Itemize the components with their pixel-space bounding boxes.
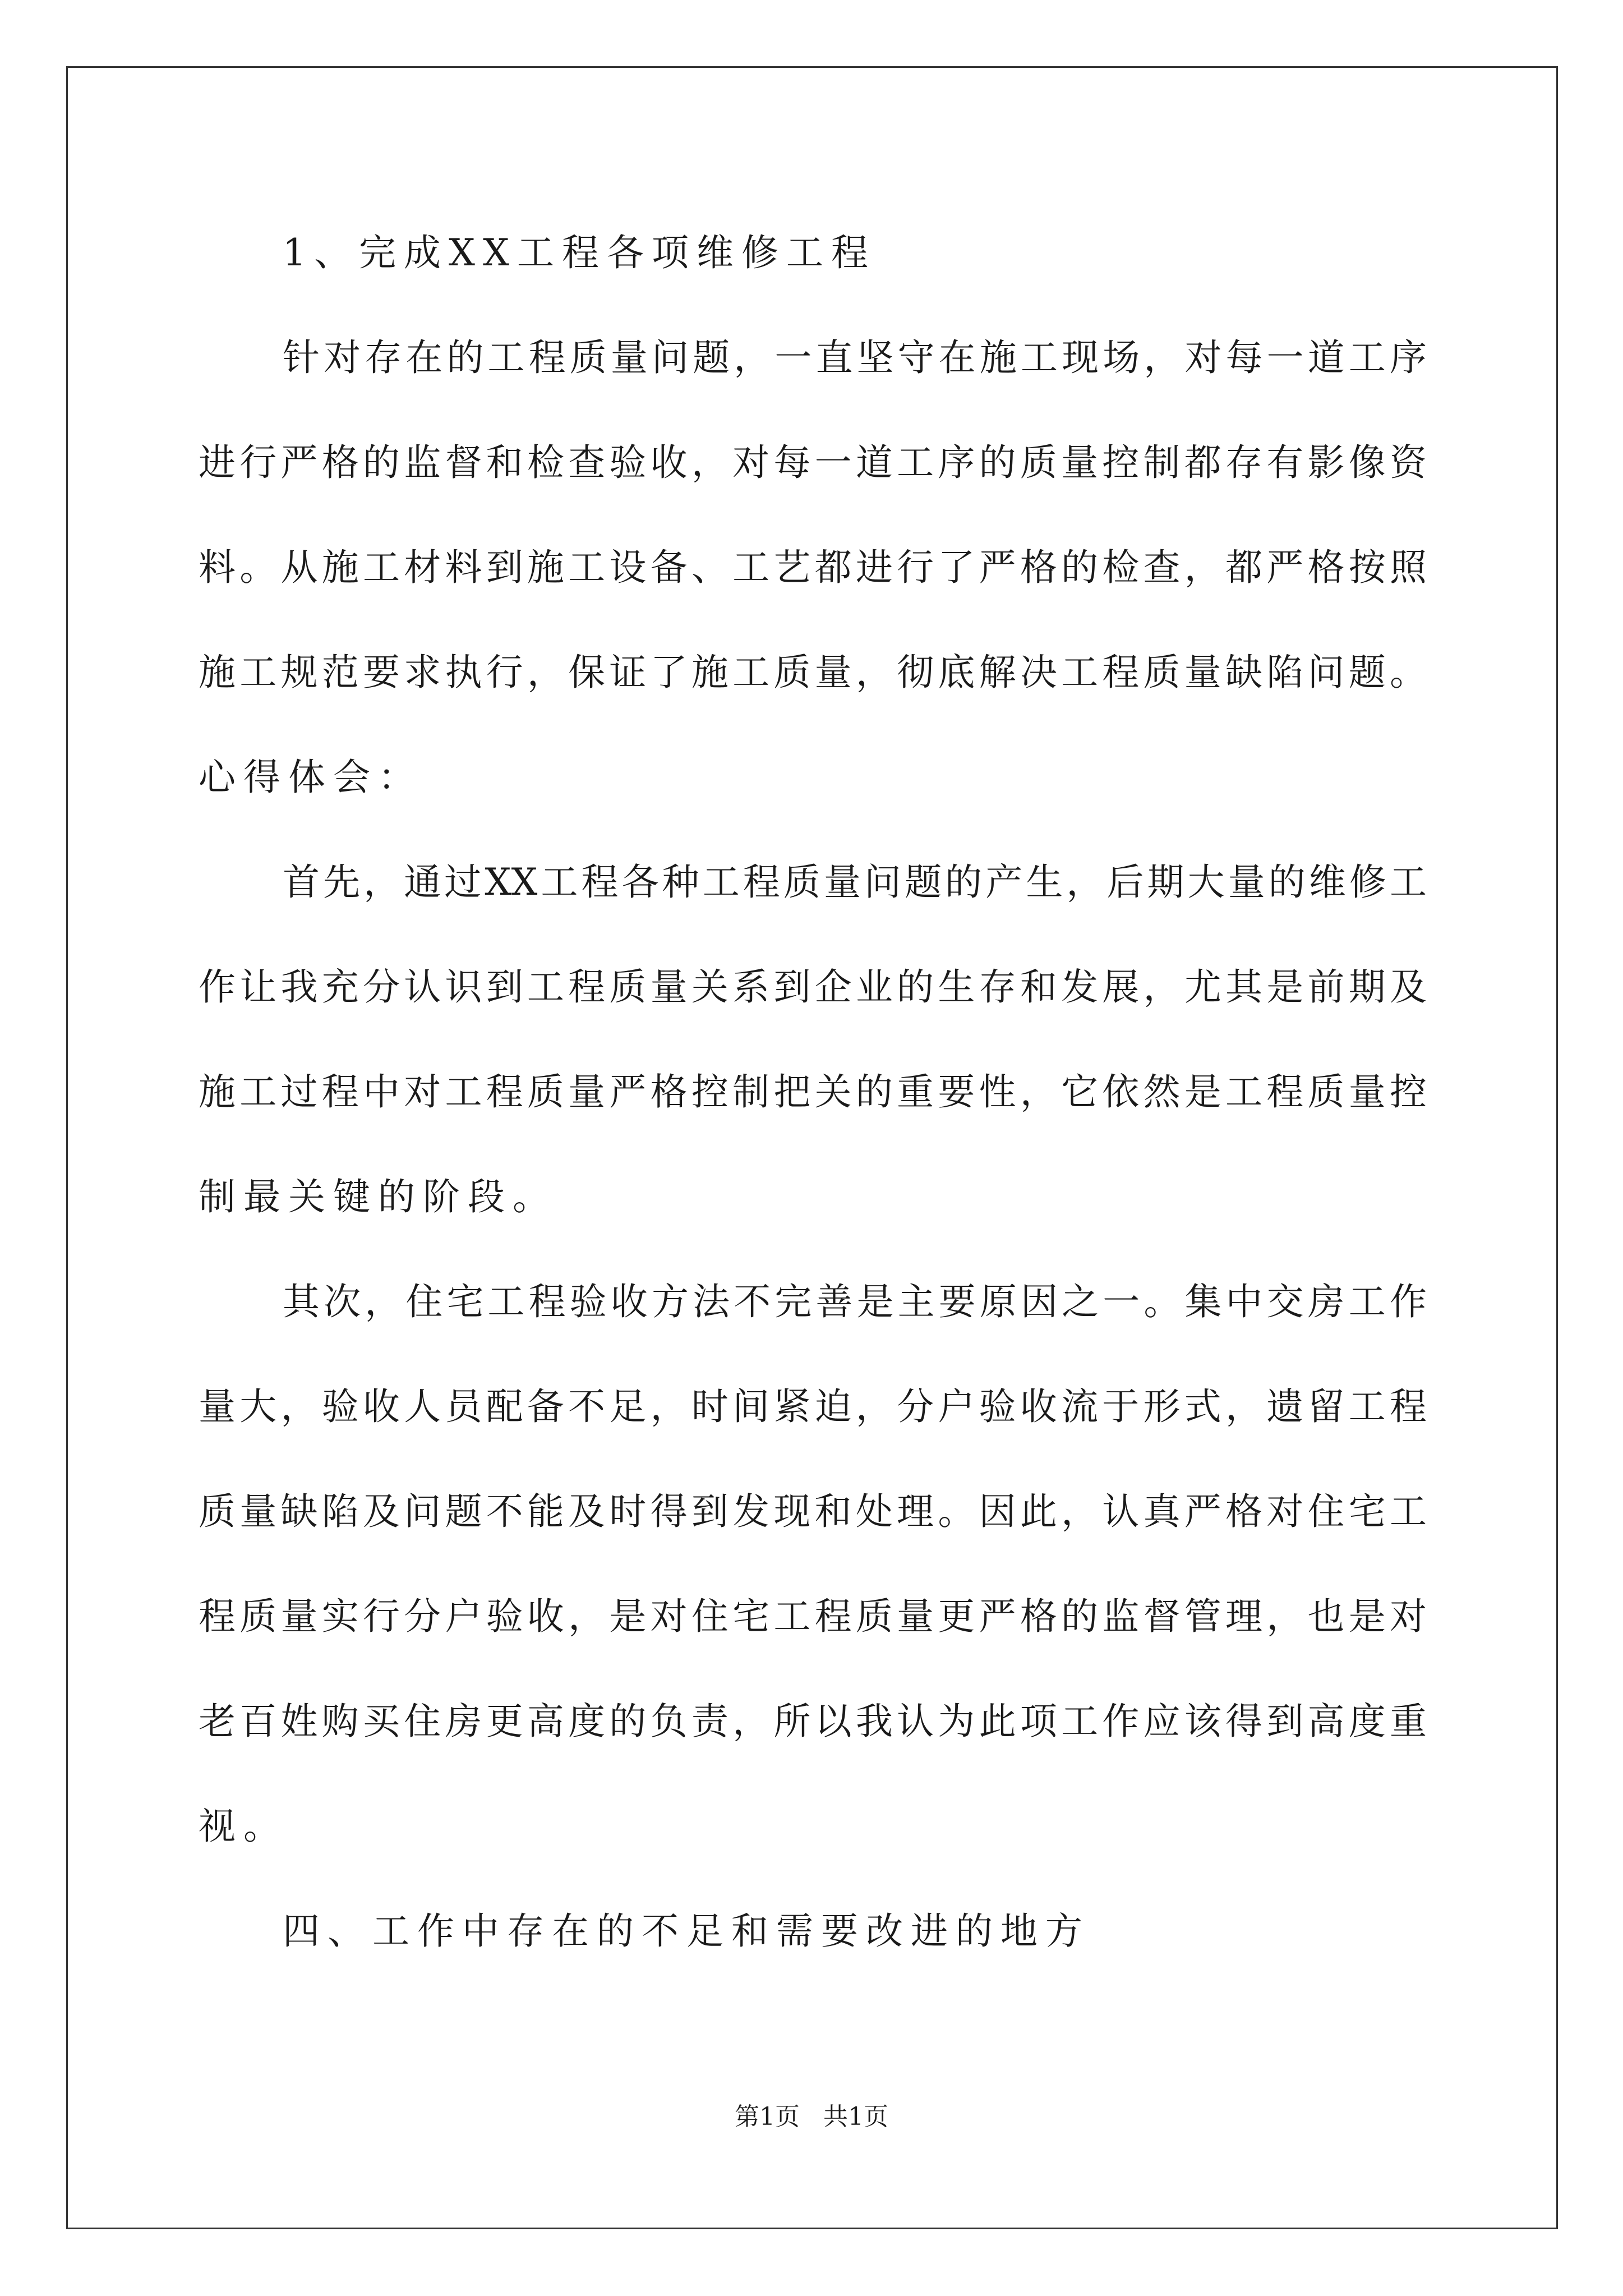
paragraph-line: 料。从施工材料到施工设备、工艺都进行了严格的检查，都严格按照 bbox=[199, 546, 1427, 589]
paragraph-line: 首先，通过XX工程各种工程质量问题的产生，后期大量的维修工 bbox=[283, 861, 1427, 904]
paragraph-line: 视。 bbox=[199, 1805, 288, 1848]
page-footer bbox=[0, 2102, 1623, 2131]
paragraph-line: 量大，验收人员配备不足，时间紧迫，分户验收流于形式，遗留工程 bbox=[199, 1385, 1427, 1428]
paragraph-line: 老百姓购买住房更高度的负责，所以我认为此项工作应该得到高度重 bbox=[199, 1700, 1427, 1743]
paragraph-line: 作让我充分认识到工程质量关系到企业的生存和发展，尤其是前期及 bbox=[199, 965, 1427, 1009]
paragraph-line: 其次，住宅工程验收方法不完善是主要原因之一。集中交房工作 bbox=[283, 1280, 1427, 1323]
subheading: 心得体会： bbox=[199, 756, 423, 799]
paragraph-line: 制最关键的阶段。 bbox=[199, 1175, 557, 1218]
paragraph-line: 程质量实行分户验收，是对住宅工程质量更严格的监督管理，也是对 bbox=[199, 1595, 1427, 1638]
paragraph-line: 施工过程中对工程质量严格控制把关的重要性，它依然是工程质量控 bbox=[199, 1070, 1427, 1114]
section-heading: 1、完成XX工程各项维修工程 bbox=[283, 231, 876, 274]
paragraph-line: 施工规范要求执行，保证了施工质量，彻底解决工程质量缺陷问题。 bbox=[199, 651, 1427, 694]
page-number: 第1页 bbox=[735, 2102, 800, 2131]
paragraph-line: 针对存在的工程质量问题，一直坚守在施工现场，对每一道工序 bbox=[283, 336, 1427, 379]
paragraph-line: 进行严格的监督和检查验收，对每一道工序的质量控制都存有影像资 bbox=[199, 441, 1427, 484]
paragraph-line: 质量缺陷及问题不能及时得到发现和处理。因此，认真严格对住宅工 bbox=[199, 1490, 1427, 1533]
page-border bbox=[66, 66, 1558, 2229]
section-heading: 四、工作中存在的不足和需要改进的地方 bbox=[283, 1910, 1090, 1953]
page-total: 共1页 bbox=[823, 2102, 888, 2131]
